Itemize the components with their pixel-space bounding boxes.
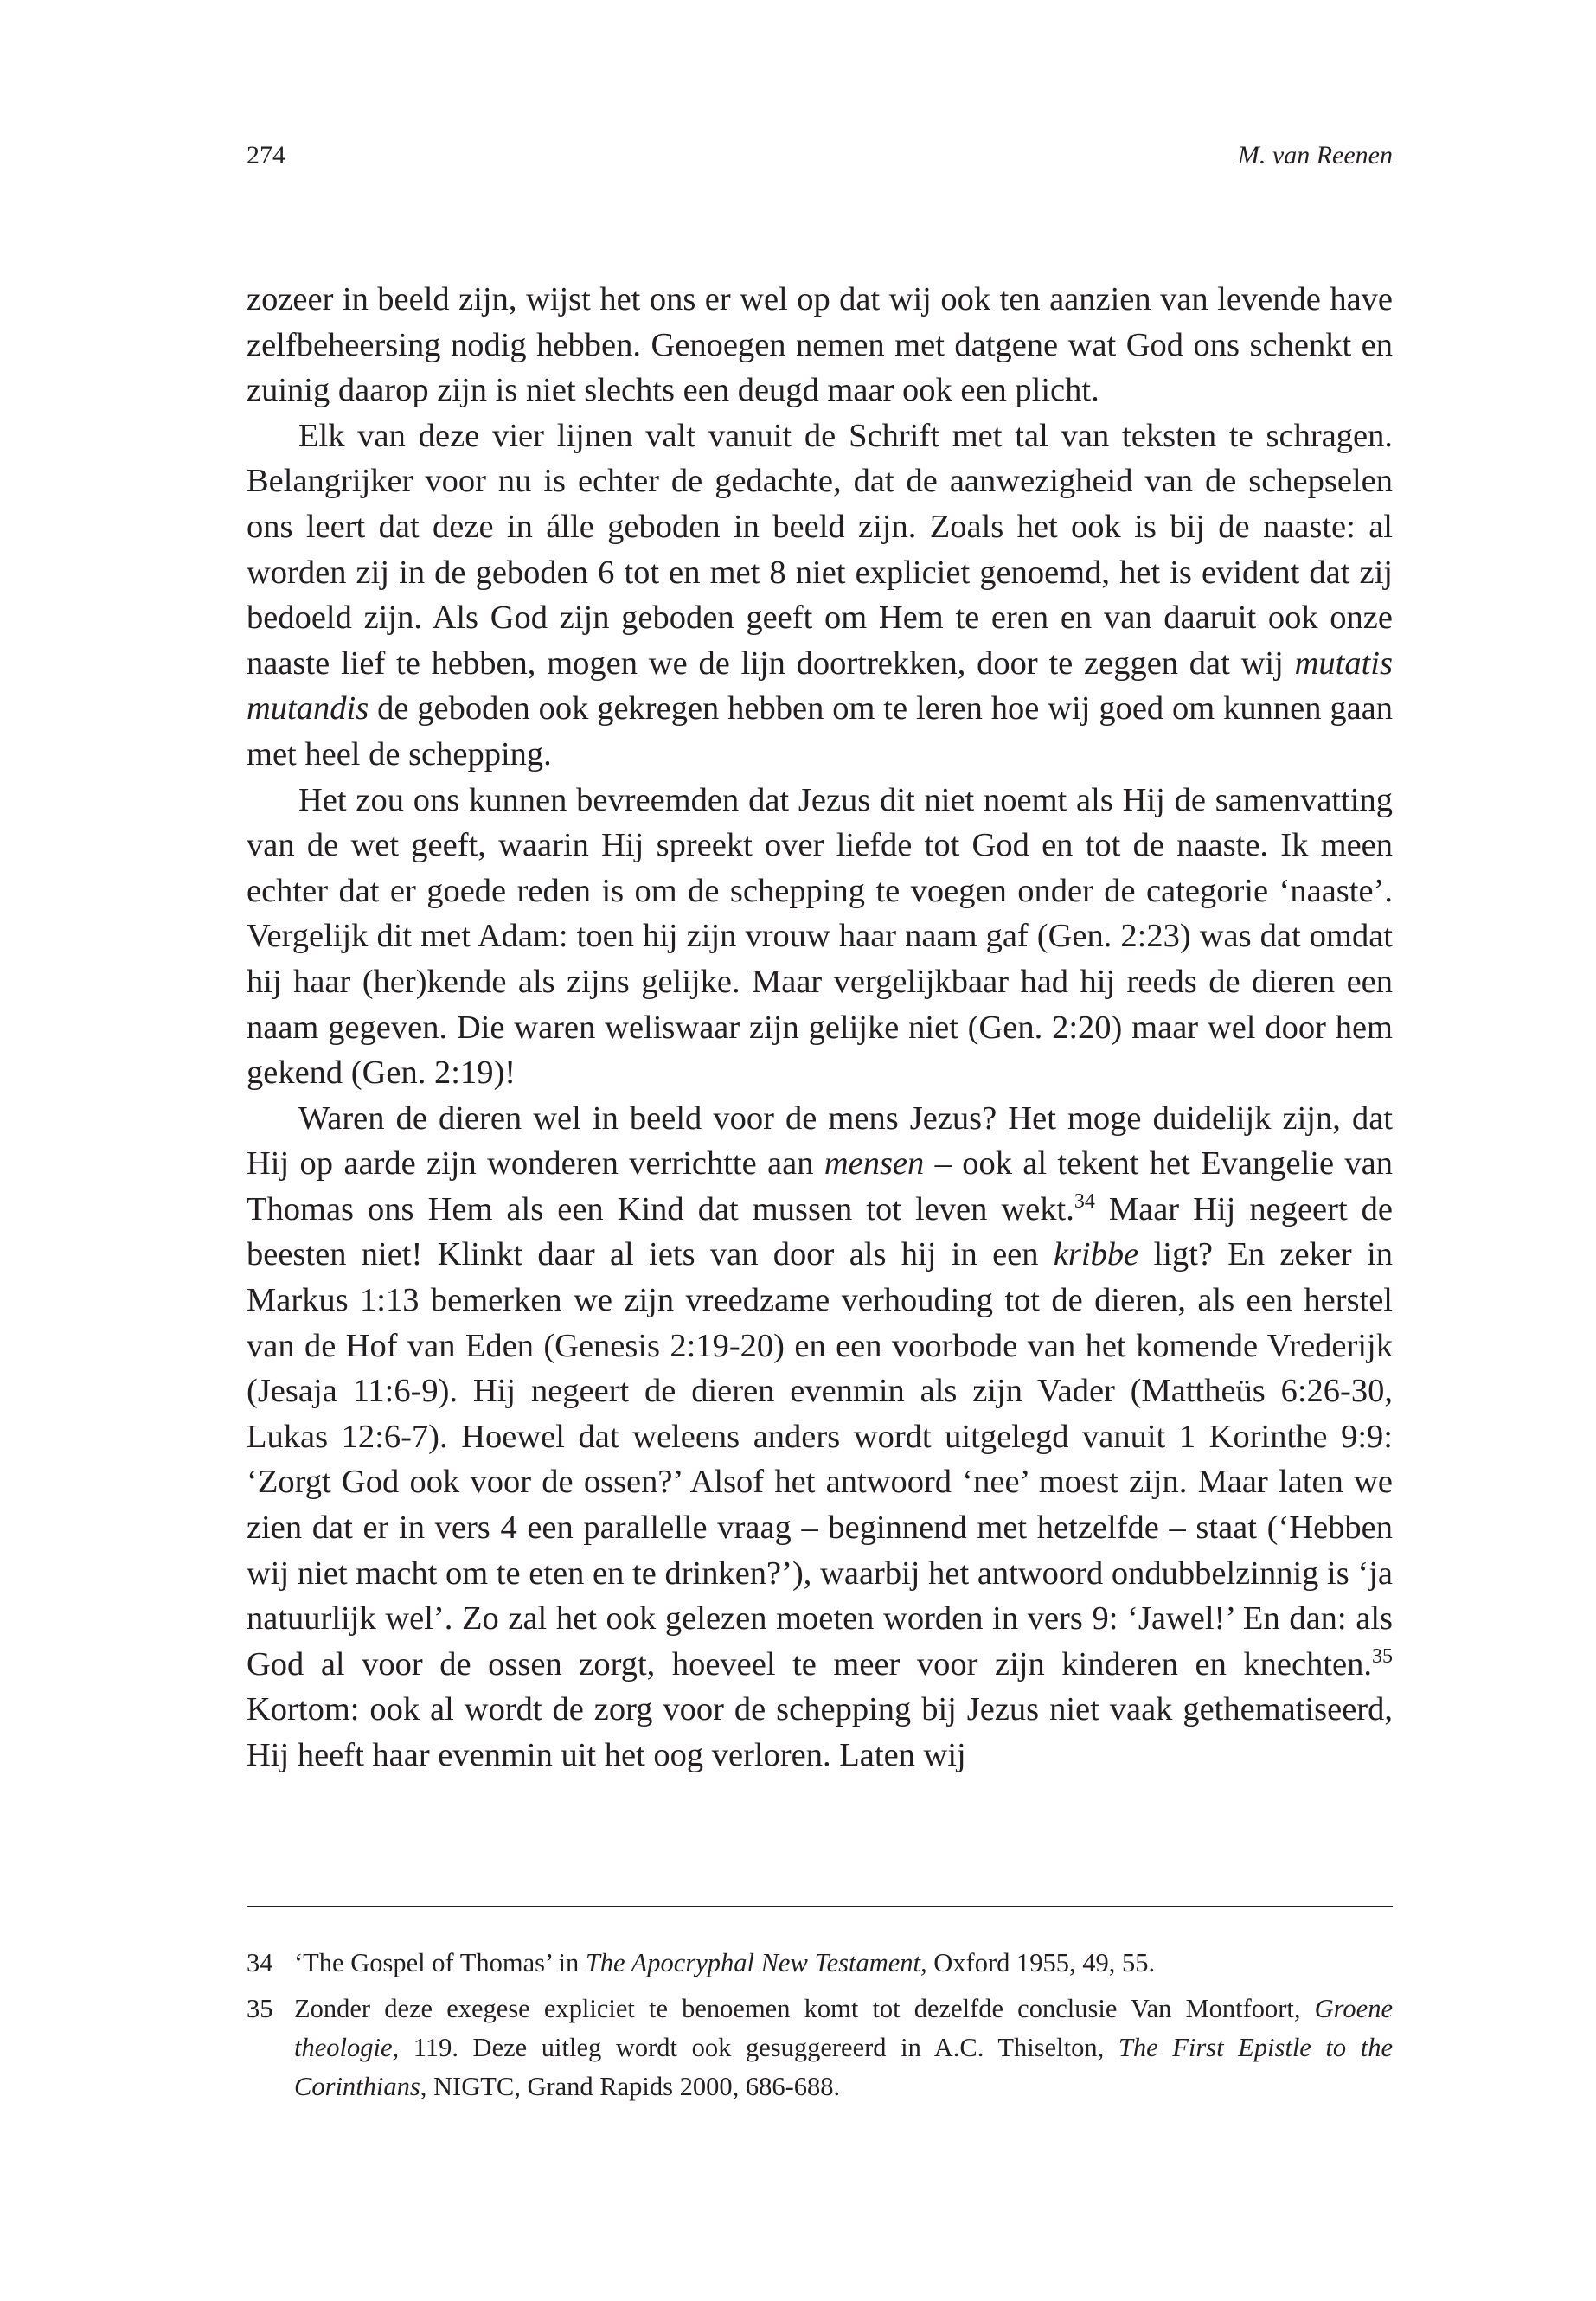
- footnote-35-text: Zonder deze exegese expliciet te benoemen komt tot dezelfde conclusie Van Montfoort,: [294, 1994, 1301, 2023]
- paragraph-2: [247, 413, 1393, 778]
- running-head: [247, 138, 1393, 173]
- paragraph-2-text: Elk van deze vier lijnen valt vanuit de Schrift met tal van teksten te schragen. Belangrijker voor nu is echter de gedachte, dat de aanwezigheid van de schepselen ons leert dat deze in álle geboden in beeld zijn. Zoals het ook is bij de naaste: al worden zij in de geboden 6 tot en met 8 niet expliciet genoemd, het is evident dat zij bedoeld zijn. Als God zijn geboden geeft om Hem te eren en van daaruit ook onze naaste lief te hebben, mogen we de lijn doortrekken, door te zeggen dat wij: [247, 417, 1393, 682]
- footnote-34-text-after: Oxford 1955, 49, 55.: [933, 1948, 1156, 1977]
- footnote-divider: [247, 1906, 1393, 1907]
- footnote-reference-34[interactable]: 34: [1074, 1189, 1095, 1213]
- paragraph-2-italic: mutatis mutandis: [247, 644, 1393, 727]
- paragraph-3: [247, 778, 1393, 1096]
- paragraph-4-part-3: Maar Hij negeert de beesten niet! Klinkt daar al iets van door als hij in een: [247, 1190, 1394, 1273]
- footnote-number: 34: [247, 1948, 273, 1977]
- paragraph-4-italic-kribbe: kribbe: [1053, 1236, 1139, 1273]
- paragraph-4-part-2: – ook al tekent het Evangelie van Thomas ons Hem als een Kind dat mussen tot leven wekt.: [247, 1145, 1394, 1227]
- paragraph-4-part-1: Waren de dieren wel in beeld voor de mens Jezus? Het moge duidelijk zijn, dat Hij op aarde zijn wonderen verrichtte aan: [247, 1099, 1393, 1183]
- paragraph-2-text-after: de geboden ook gekregen hebben om te leren hoe wij goed om kunnen gaan met heel de schepping.: [247, 690, 1394, 772]
- footnote-35-text-after: , NIGTC, Grand Rapids 2000, 686-688.: [420, 2072, 841, 2101]
- running-head-author: M. van Reenen: [1237, 141, 1393, 170]
- footnote-34: [247, 1944, 1393, 1983]
- footnote-35-title-1: Groene theologie: [294, 1994, 1393, 2062]
- footnote-reference-35[interactable]: 35: [1372, 1644, 1393, 1668]
- page-number: 274: [247, 141, 285, 170]
- paragraph-4-italic-mensen: mensen: [824, 1145, 925, 1183]
- paragraph-1: [247, 277, 1393, 413]
- footnote-35: [247, 1990, 1393, 2106]
- paragraph-4: [247, 1096, 1393, 1779]
- footnote-34-text: ‘The Gospel of Thomas’ in: [294, 1948, 580, 1977]
- paragraph-4-part-4: ligt? En zeker in Markus 1:13 bemerken we zijn vreedzame verhouding tot de dieren, als een herstel van de Hof van Eden (Genesis 2:19-20) en een voorbode van het komende Vrederijk (Jesaja 11:6-9). Hij negeert de dieren evenmin als zijn Vader (Mattheüs 6:26-30, Lukas 12:6-7). Hoewel dat weleens anders wordt uitgelegd vanuit 1 Korinthe 9:9: ‘Zorgt God ook voor de ossen?’ Alsof het antwoord ‘nee’ moest zijn. Maar laten we zien dat er in vers 4 een parallelle vraag – beginnend met hetzelfde – staat (‘Hebben wij niet macht om te eten en te drinken?’), waarbij het antwoord ondubbelzinnig is ‘ja natuurlijk wel’. Zo zal het ook gelezen moeten worden in vers 9: ‘Jawel!’ En dan: als God al voor de ossen zorgt, hoeveel te meer voor zijn kinderen en knechten.: [247, 1236, 1394, 1682]
- body-text: [247, 277, 1393, 1779]
- footnote-35-title-2: The First Epistle to the Corinthians: [294, 2033, 1394, 2101]
- paragraph-3-text: Het zou ons kunnen bevreemden dat Jezus dit niet noemt als Hij de samenvatting van de wet geeft, waarin Hij spreekt over liefde tot God en tot de naaste. Ik meen echter dat er goede reden is om de schepping te voegen onder de categorie ‘naaste’. Vergelijk dit met Adam: toen hij zijn vrouw haar naam gaf (Gen. 2:23) was dat omdat hij haar (her)kende als zijns gelijke. Maar vergelijkbaar had hij reeds de dieren een naam gegeven. Die waren weliswaar zijn gelijke niet (Gen. 2:20) maar wel door hem gekend (Gen. 2:19)!: [247, 781, 1393, 1092]
- footnote-35-text-mid: , 119. Deze uitleg wordt ook gesuggereerd in A.C. Thiselton,: [392, 2033, 1105, 2062]
- paragraph-1-text: zozeer in beeld zijn, wijst het ons er wel op dat wij ook ten aanzien van levende have zelfbeheersing nodig hebben. Genoegen nemen met datgene wat God ons schenkt en zuinig daarop zijn is niet slechts een deugd maar ook een plicht.: [247, 281, 1393, 409]
- footnote-34-title: The Apocryphal New Testament,: [585, 1948, 927, 1977]
- footnotes: [247, 1944, 1393, 2113]
- footnote-number: 35: [247, 1994, 273, 2023]
- paragraph-4-part-5: Kortom: ook al wordt de zorg voor de schepping bij Jezus niet vaak gethematiseerd, Hij heeft haar evenmin uit het oog verloren. Laten wij: [247, 1691, 1393, 1773]
